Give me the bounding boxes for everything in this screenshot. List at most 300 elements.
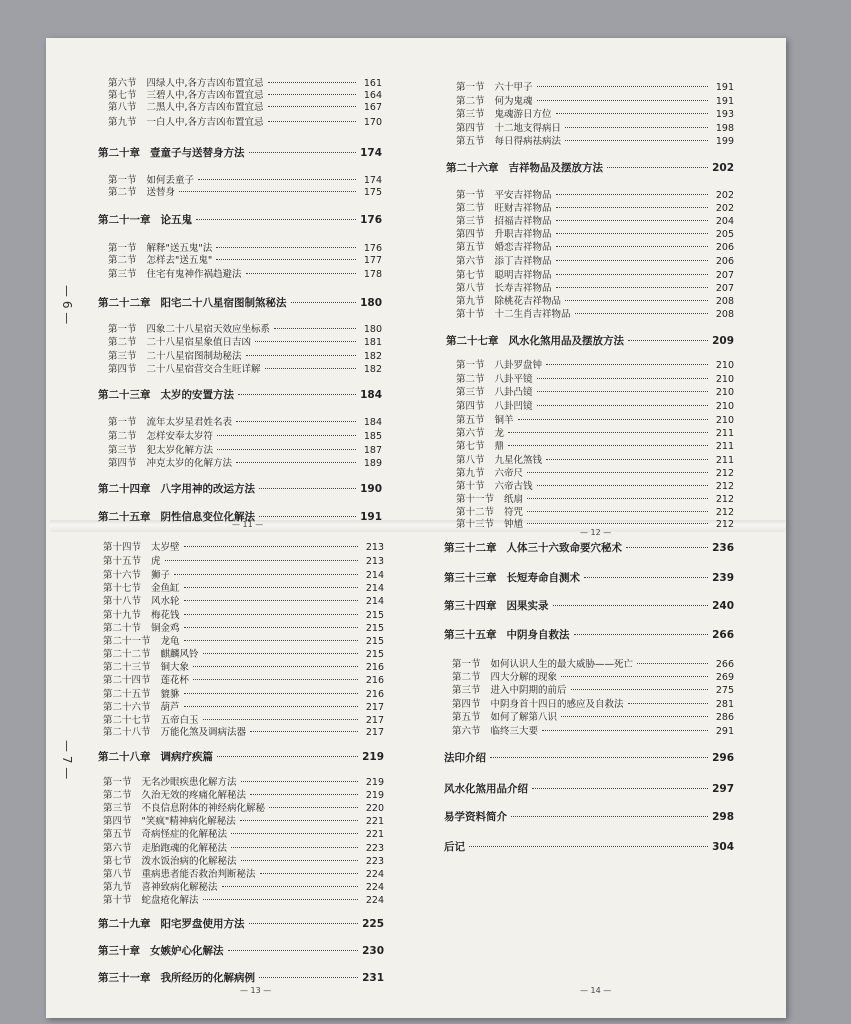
dot-leader bbox=[556, 287, 708, 288]
entry-number: 第二节 bbox=[108, 255, 137, 266]
entry-title: 怎样去"送五鬼" bbox=[146, 255, 213, 266]
dot-leader bbox=[537, 405, 708, 406]
entry-page: 212 bbox=[715, 494, 734, 505]
entry-title: 论五鬼 bbox=[160, 214, 192, 226]
toc-section-entry bbox=[103, 828, 384, 841]
dot-leader bbox=[203, 719, 358, 720]
entry-page: 297 bbox=[712, 783, 734, 795]
toc-section-entry bbox=[456, 95, 734, 108]
entry-page: 219 bbox=[365, 777, 384, 788]
entry-number: 第一节 bbox=[456, 190, 485, 201]
toc-section-entry bbox=[456, 122, 734, 135]
toc-section-entry bbox=[103, 569, 384, 582]
entry-title: 葫芦 bbox=[160, 702, 180, 713]
entry-page: 219 bbox=[365, 790, 384, 801]
toc-section-entry bbox=[108, 444, 382, 457]
toc-chapter-entry bbox=[444, 629, 734, 642]
entry-number: 风水化煞用品介绍 bbox=[444, 783, 528, 795]
dot-leader bbox=[222, 886, 358, 887]
entry-number: 法印介绍 bbox=[444, 752, 486, 764]
entry-title: 女嫉妒心化解法 bbox=[150, 945, 224, 957]
entry-number: 第六节 bbox=[456, 256, 485, 267]
entry-number: 第三十二章 bbox=[444, 542, 497, 554]
entry-number: 第七节 bbox=[103, 856, 132, 867]
entry-title: 添丁吉祥物品 bbox=[494, 256, 552, 267]
entry-page: 184 bbox=[360, 389, 382, 401]
toc-section-entry bbox=[103, 674, 384, 687]
dot-leader bbox=[527, 523, 708, 524]
entry-number: 第六节 bbox=[456, 428, 485, 439]
toc-section-entry bbox=[452, 684, 734, 697]
entry-page: 214 bbox=[365, 583, 384, 594]
entry-number: 第二十七章 bbox=[446, 335, 499, 347]
entry-title: 六帝尺 bbox=[494, 468, 524, 479]
dot-leader bbox=[179, 191, 356, 192]
entry-title: 招福吉祥物品 bbox=[494, 216, 552, 227]
entry-number: 第三节 bbox=[452, 685, 481, 696]
entry-title: 吉祥物品及摆放方法 bbox=[508, 162, 603, 174]
entry-number: 第九节 bbox=[456, 296, 485, 307]
entry-page: 176 bbox=[363, 243, 382, 254]
entry-number: 第二节 bbox=[108, 337, 137, 348]
dot-leader bbox=[556, 233, 708, 234]
dot-leader bbox=[250, 731, 358, 732]
entry-page: 298 bbox=[712, 811, 734, 823]
entry-number: 第十节 bbox=[456, 309, 485, 320]
toc-section-entry bbox=[456, 308, 734, 321]
entry-number: 第一节 bbox=[456, 82, 485, 93]
toc-section-entry bbox=[103, 688, 384, 701]
entry-page: 266 bbox=[715, 659, 734, 670]
entry-page: 304 bbox=[712, 841, 734, 853]
dot-leader bbox=[532, 788, 708, 789]
entry-number: 第二十四章 bbox=[98, 483, 151, 495]
entry-page: 210 bbox=[715, 401, 734, 412]
entry-number: 第七节 bbox=[456, 441, 485, 452]
entry-page: 210 bbox=[715, 387, 734, 398]
dot-leader bbox=[240, 820, 358, 821]
entry-title: 婚恋吉祥物品 bbox=[494, 242, 552, 253]
entry-page: 193 bbox=[715, 109, 734, 120]
toc-section-entry bbox=[103, 855, 384, 868]
entry-number: 第二节 bbox=[456, 203, 485, 214]
toc-section-entry bbox=[103, 776, 384, 789]
entry-title: 龙 bbox=[494, 428, 505, 439]
dot-leader bbox=[537, 86, 708, 87]
entry-number: 第九节 bbox=[108, 117, 137, 128]
entry-number: 第二十一节 bbox=[103, 636, 151, 647]
folio-13: — 13 — bbox=[240, 986, 272, 995]
entry-page: 180 bbox=[360, 297, 382, 309]
entry-page: 219 bbox=[362, 751, 384, 763]
toc-section-entry bbox=[456, 493, 734, 506]
entry-number: 第二十六章 bbox=[446, 162, 499, 174]
toc-section-entry bbox=[103, 661, 384, 674]
toc-chapter-entry bbox=[98, 147, 382, 160]
entry-title: 风水轮 bbox=[151, 596, 180, 607]
dot-leader bbox=[274, 328, 356, 329]
entry-page: 174 bbox=[360, 147, 382, 159]
entry-title: 八卦凸镜 bbox=[494, 387, 533, 398]
toc-section-entry bbox=[456, 215, 734, 228]
dot-leader bbox=[196, 219, 356, 220]
entry-page: 224 bbox=[365, 895, 384, 906]
entry-title: 流年太岁星君姓名表 bbox=[146, 417, 233, 428]
entry-title: 二十八星宿图制劫秘法 bbox=[146, 351, 242, 362]
entry-number: 第八节 bbox=[456, 283, 485, 294]
entry-title: 解释"送五鬼"法 bbox=[146, 243, 213, 254]
entry-title: 旺财吉祥物品 bbox=[494, 203, 552, 214]
toc-section-entry bbox=[108, 116, 382, 129]
entry-title: 中阴身首十四日的感应及自救法 bbox=[490, 699, 624, 710]
toc-chapter-entry bbox=[98, 945, 384, 958]
entry-title: 久治无效的疼痛化解秘法 bbox=[141, 790, 247, 801]
dot-leader bbox=[571, 689, 708, 690]
entry-number: 第四节 bbox=[456, 229, 485, 240]
entry-page: 208 bbox=[715, 296, 734, 307]
entry-page: 217 bbox=[365, 715, 384, 726]
dot-leader bbox=[184, 640, 358, 641]
entry-page: 240 bbox=[712, 600, 734, 612]
dot-leader bbox=[561, 716, 708, 717]
entry-number: 第二十一章 bbox=[98, 214, 151, 226]
entry-page: 215 bbox=[365, 636, 384, 647]
dot-leader bbox=[259, 516, 356, 517]
entry-page: 214 bbox=[365, 596, 384, 607]
dot-leader bbox=[268, 121, 356, 122]
entry-number: 第二节 bbox=[456, 374, 485, 385]
dot-leader bbox=[246, 273, 356, 274]
entry-title: 住宅有鬼神作祸趋避法 bbox=[146, 269, 242, 280]
entry-page: 185 bbox=[363, 431, 382, 442]
toc-section-entry bbox=[103, 541, 384, 554]
toc-section-entry bbox=[103, 789, 384, 802]
dot-leader bbox=[255, 341, 356, 342]
entry-number: 第十八节 bbox=[103, 596, 142, 607]
entry-title: 进入中阴期的前后 bbox=[490, 685, 567, 696]
entry-page: 211 bbox=[715, 455, 734, 466]
entry-number: 第三节 bbox=[456, 109, 485, 120]
entry-page: 207 bbox=[715, 283, 734, 294]
entry-page: 210 bbox=[715, 415, 734, 426]
toc-chapter-entry bbox=[98, 483, 382, 496]
page-number-7: — 7 — bbox=[60, 740, 74, 780]
entry-number: 第四节 bbox=[456, 123, 485, 134]
entry-title: 貔貅 bbox=[160, 689, 180, 700]
entry-page: 161 bbox=[363, 78, 382, 89]
entry-page: 190 bbox=[360, 483, 382, 495]
dot-leader bbox=[217, 756, 358, 757]
entry-title: 金鱼缸 bbox=[151, 583, 180, 594]
entry-title: 长寿吉祥物品 bbox=[494, 283, 552, 294]
entry-page: 221 bbox=[365, 816, 384, 827]
entry-number: 第十节 bbox=[103, 895, 132, 906]
entry-number: 第六节 bbox=[108, 78, 137, 89]
toc-chapter-entry bbox=[98, 918, 384, 931]
dot-leader bbox=[469, 846, 708, 847]
dot-leader bbox=[268, 82, 356, 83]
entry-page: 210 bbox=[715, 374, 734, 385]
toc-section-entry bbox=[456, 386, 734, 399]
entry-page: 181 bbox=[363, 337, 382, 348]
entry-page: 191 bbox=[360, 511, 382, 523]
entry-title: 冲克太岁的化解方法 bbox=[146, 458, 233, 469]
dot-leader bbox=[628, 340, 708, 341]
entry-page: 191 bbox=[715, 96, 734, 107]
toc-section-entry bbox=[456, 228, 734, 241]
entry-page: 164 bbox=[363, 90, 382, 101]
dot-leader bbox=[508, 445, 708, 446]
entry-title: 十二生肖吉祥物品 bbox=[494, 309, 571, 320]
entry-number: 第九节 bbox=[456, 468, 485, 479]
toc-section-entry bbox=[103, 815, 384, 828]
toc-section-entry bbox=[108, 323, 382, 336]
entry-title: 二十八星宿星象值日吉凶 bbox=[146, 337, 252, 348]
entry-page: 239 bbox=[712, 572, 734, 584]
entry-title: 五帝白玉 bbox=[160, 715, 199, 726]
entry-number: 第四节 bbox=[108, 458, 137, 469]
dot-leader bbox=[249, 923, 359, 924]
dot-leader bbox=[527, 472, 708, 473]
dot-leader bbox=[556, 260, 708, 261]
entry-number: 第一节 bbox=[108, 324, 137, 335]
entry-number: 第十三节 bbox=[456, 519, 495, 530]
entry-page: 223 bbox=[365, 856, 384, 867]
toc-section-entry bbox=[103, 881, 384, 894]
dot-leader bbox=[556, 246, 708, 247]
dot-leader bbox=[584, 577, 708, 578]
toc-section-entry bbox=[456, 454, 734, 467]
dot-leader bbox=[250, 794, 358, 795]
entry-title: 阳宅二十八星宿图制煞秘法 bbox=[160, 297, 287, 309]
entry-page: 213 bbox=[365, 556, 384, 567]
entry-title: 狮子 bbox=[151, 570, 171, 581]
entry-page: 212 bbox=[715, 481, 734, 492]
dot-leader bbox=[556, 207, 708, 208]
entry-number: 第三十三章 bbox=[444, 572, 497, 584]
entry-number: 第一节 bbox=[456, 360, 485, 371]
entry-page: 217 bbox=[365, 702, 384, 713]
toc-section-entry bbox=[456, 81, 734, 94]
entry-page: 269 bbox=[715, 672, 734, 683]
entry-title: 何为鬼魂 bbox=[494, 96, 533, 107]
dot-leader bbox=[217, 435, 356, 436]
entry-number: 第五节 bbox=[103, 829, 132, 840]
entry-title: 麒麟风铃 bbox=[160, 649, 199, 660]
dot-leader bbox=[193, 679, 358, 680]
entry-page: 214 bbox=[365, 570, 384, 581]
entry-title: 十二地支得病日 bbox=[494, 123, 562, 134]
entry-title: 太岁的安置方法 bbox=[160, 389, 234, 401]
entry-title: 龙龟 bbox=[160, 636, 180, 647]
entry-title: 不良信息附体的神经病化解秘 bbox=[141, 803, 266, 814]
entry-title: "笑疯"精神病化解秘法 bbox=[141, 816, 236, 827]
entry-number: 第二十九章 bbox=[98, 918, 151, 930]
entry-title: 如何认识人生的最大威胁——死亡 bbox=[490, 659, 634, 670]
entry-number: 第一节 bbox=[108, 243, 137, 254]
toc-section-entry bbox=[108, 268, 382, 281]
entry-title: 太岁壁 bbox=[151, 542, 180, 553]
dot-leader bbox=[527, 511, 708, 512]
entry-title: 八卦罗盘钟 bbox=[494, 360, 543, 371]
entry-title: 八卦凹镜 bbox=[494, 401, 533, 412]
dot-leader bbox=[565, 140, 708, 141]
dot-leader bbox=[628, 703, 708, 704]
toc-chapter-entry bbox=[98, 214, 382, 227]
entry-page: 216 bbox=[365, 689, 384, 700]
folio-11: — 11 — bbox=[232, 520, 264, 529]
entry-page: 223 bbox=[365, 843, 384, 854]
entry-title: 二十八星宿营交合生旺详解 bbox=[146, 364, 261, 375]
entry-page: 199 bbox=[715, 136, 734, 147]
toc-section-entry bbox=[103, 802, 384, 815]
entry-number: 第三节 bbox=[108, 269, 137, 280]
dot-leader bbox=[556, 194, 708, 195]
entry-number: 第四节 bbox=[108, 364, 137, 375]
entry-page: 208 bbox=[715, 309, 734, 320]
toc-section-entry bbox=[456, 414, 734, 427]
dot-leader bbox=[246, 355, 356, 356]
toc-chapter-entry bbox=[444, 600, 734, 613]
entry-number: 第三节 bbox=[456, 387, 485, 398]
toc-chapter-entry bbox=[444, 572, 734, 585]
entry-page: 206 bbox=[715, 242, 734, 253]
entry-number: 第十一节 bbox=[456, 494, 495, 505]
entry-page: 198 bbox=[715, 123, 734, 134]
toc-section-entry bbox=[108, 363, 382, 376]
toc-section-entry bbox=[103, 726, 384, 739]
entry-page: 175 bbox=[363, 187, 382, 198]
entry-title: 走胎跑魂的化解秘法 bbox=[141, 843, 228, 854]
entry-number: 第二节 bbox=[108, 431, 137, 442]
toc-chapter-entry bbox=[98, 972, 384, 985]
entry-number: 第二节 bbox=[456, 96, 485, 107]
entry-title: 符咒 bbox=[504, 507, 524, 518]
dot-leader bbox=[542, 730, 708, 731]
entry-title: 铜大象 bbox=[160, 662, 190, 673]
entry-title: 万能化煞及调病法器 bbox=[160, 727, 247, 738]
toc-section-entry bbox=[452, 711, 734, 724]
entry-page: 215 bbox=[365, 623, 384, 634]
entry-page: 275 bbox=[715, 685, 734, 696]
toc-section-entry bbox=[452, 725, 734, 738]
entry-title: 因果实录 bbox=[506, 600, 549, 612]
entry-number: 第十五节 bbox=[103, 556, 142, 567]
entry-page: 178 bbox=[363, 269, 382, 280]
entry-title: 九星化煞钱 bbox=[494, 455, 543, 466]
entry-page: 209 bbox=[712, 335, 734, 347]
entry-title: 平安吉祥物品 bbox=[494, 190, 552, 201]
entry-page: 176 bbox=[360, 214, 382, 226]
entry-page: 182 bbox=[363, 351, 382, 362]
dot-leader bbox=[565, 300, 708, 301]
toc-chapter-entry bbox=[444, 811, 734, 824]
entry-title: 阴性信息变位化解法 bbox=[160, 511, 255, 523]
dot-leader bbox=[268, 94, 356, 95]
entry-page: 216 bbox=[365, 662, 384, 673]
entry-title: 如何了解第八识 bbox=[490, 712, 558, 723]
entry-title: 怎样安奉太岁符 bbox=[146, 431, 214, 442]
dot-leader bbox=[184, 627, 358, 628]
dot-leader bbox=[527, 498, 708, 499]
entry-page: 206 bbox=[715, 256, 734, 267]
entry-page: 184 bbox=[363, 417, 382, 428]
dot-leader bbox=[216, 259, 356, 260]
entry-title: 我所经历的化解病例 bbox=[160, 972, 255, 984]
entry-number: 第一节 bbox=[108, 175, 137, 186]
entry-title: 莲花杯 bbox=[160, 675, 190, 686]
entry-title: 除桃花吉祥物品 bbox=[494, 296, 562, 307]
entry-number: 第十四节 bbox=[103, 542, 142, 553]
entry-number: 第六节 bbox=[103, 843, 132, 854]
entry-title: 壹童子与送替身方法 bbox=[150, 147, 245, 159]
toc-section-entry bbox=[108, 254, 382, 267]
entry-page: 212 bbox=[715, 507, 734, 518]
dot-leader bbox=[259, 488, 356, 489]
dot-leader bbox=[193, 666, 358, 667]
entry-number: 第二十六节 bbox=[103, 702, 151, 713]
entry-page: 224 bbox=[365, 882, 384, 893]
entry-number: 第五节 bbox=[456, 136, 485, 147]
entry-title: 四象二十八星宿天效应坐标系 bbox=[146, 324, 271, 335]
entry-title: 六帝古钱 bbox=[494, 481, 533, 492]
entry-number: 第六节 bbox=[452, 726, 481, 737]
toc-section-entry bbox=[103, 595, 384, 608]
dot-leader bbox=[637, 663, 708, 664]
toc-section-entry bbox=[103, 609, 384, 622]
toc-chapter-entry bbox=[444, 783, 734, 796]
entry-number: 第三节 bbox=[103, 803, 132, 814]
entry-title: 重病患者能否救治判断秘法 bbox=[141, 869, 256, 880]
entry-number: 第一节 bbox=[108, 417, 137, 428]
entry-number: 第十七节 bbox=[103, 583, 142, 594]
entry-page: 213 bbox=[365, 542, 384, 553]
entry-title: 蛇盘疮化解法 bbox=[141, 895, 199, 906]
entry-number: 第三十五章 bbox=[444, 629, 497, 641]
toc-section-entry bbox=[456, 518, 734, 531]
entry-title: 四大分解的现象 bbox=[490, 672, 558, 683]
entry-title: 铜羊 bbox=[494, 415, 514, 426]
dot-leader bbox=[508, 432, 708, 433]
entry-number: 第二十七节 bbox=[103, 715, 151, 726]
entry-title: 八卦平镜 bbox=[494, 374, 533, 385]
entry-page: 215 bbox=[365, 610, 384, 621]
toc-chapter-entry bbox=[98, 297, 382, 310]
entry-page: 177 bbox=[363, 255, 382, 266]
entry-title: 纸扇 bbox=[504, 494, 524, 505]
toc-section-entry bbox=[456, 373, 734, 386]
dot-leader bbox=[553, 605, 709, 606]
entry-page: 211 bbox=[715, 441, 734, 452]
entry-page: 220 bbox=[365, 803, 384, 814]
entry-page: 174 bbox=[363, 175, 382, 186]
entry-number: 第九节 bbox=[103, 882, 132, 893]
entry-number: 第二十节 bbox=[103, 623, 142, 634]
dot-leader bbox=[241, 860, 358, 861]
entry-title: 三碧人中,各方吉凶布置宜忌 bbox=[146, 90, 264, 101]
dot-leader bbox=[216, 247, 356, 248]
entry-number: 第十六节 bbox=[103, 570, 142, 581]
dot-leader bbox=[268, 106, 356, 107]
dot-leader bbox=[574, 634, 709, 635]
entry-number: 第二节 bbox=[108, 187, 137, 198]
dot-leader bbox=[184, 693, 358, 694]
dot-leader bbox=[236, 421, 356, 422]
entry-title: 鬼魂游日方位 bbox=[494, 109, 552, 120]
toc-section-entry bbox=[452, 658, 734, 671]
toc-section-entry bbox=[108, 101, 382, 114]
entry-number: 第八节 bbox=[103, 869, 132, 880]
